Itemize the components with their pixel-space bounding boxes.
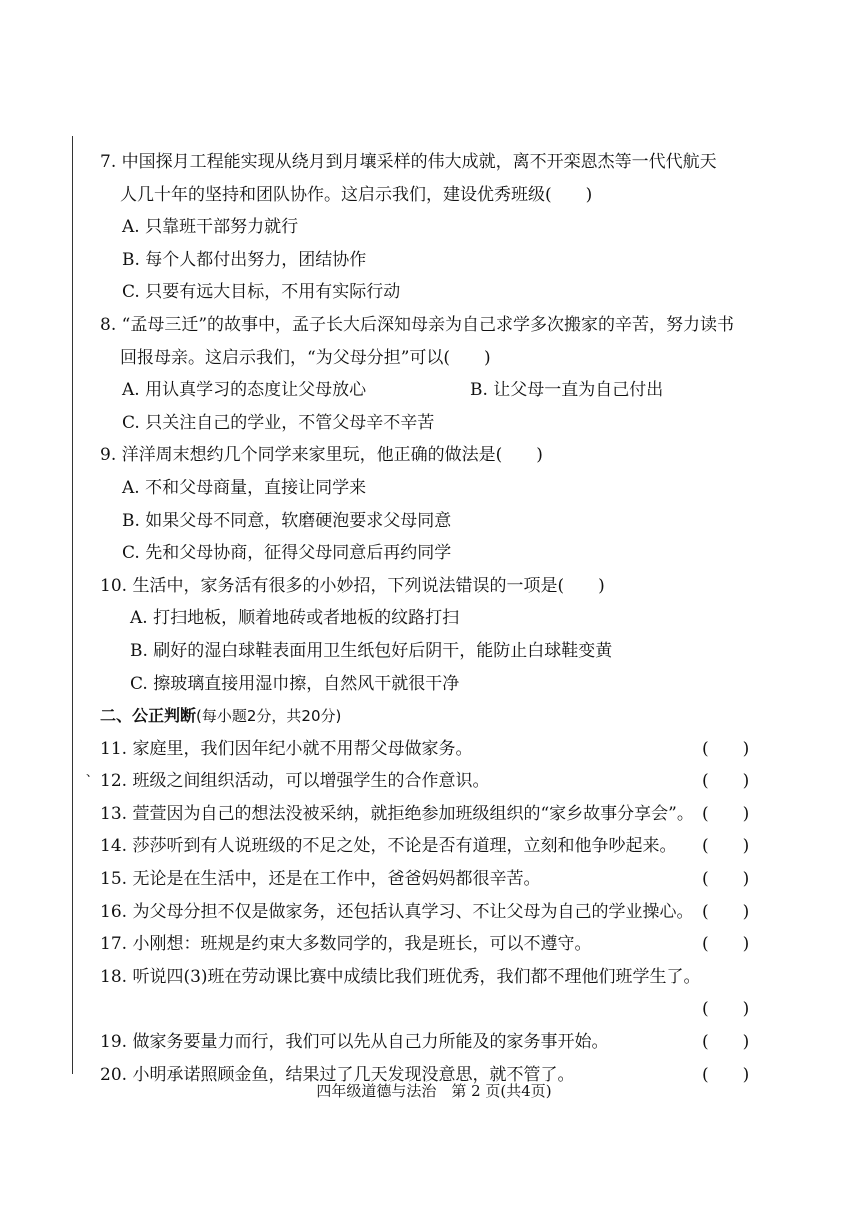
judgment-text: 11. 家庭里，我们因年纪小就不用帮父母做家务。 [100,738,473,759]
answer-blank[interactable]: ( ) [702,738,750,759]
answer-blank[interactable]: ( ) [702,803,750,824]
judgment-text: 17. 小刚想：班规是约束大多数同学的，我是班长，可以不遵守。 [100,934,592,955]
q7-stem-line2: 人几十年的坚持和团队协作。这启示我们，建设优秀班级( ) [120,184,593,205]
q8-option-b: B. 让父母一直为自己付出 [470,380,664,401]
judgment-text: 18. 听说四(3)班在劳动课比赛中成绩比我们班优秀，我们都不理他们班学生了。 [100,966,701,987]
page-footer: 四年级道德与法治 第 2 页(共4页) [316,1082,552,1100]
judgment-text: 13. 萱萱因为自己的想法没被采纳，就拒绝参加班级组织的“家乡故事分享会”。 [100,803,694,824]
answer-blank[interactable]: ( ) [702,771,750,792]
q10-option-c: C. 擦玻璃直接用湿巾擦，自然风干就很干净 [130,673,460,694]
judgment-item [100,733,750,766]
judgment-item [100,765,750,798]
judgment-item [100,1026,750,1059]
answer-blank[interactable]: ( ) [702,1032,750,1053]
q8-stem-line1: 8. “孟母三迁”的故事中，孟子长大后深知母亲为自己求学多次搬家的辛苦，努力读书 [100,314,735,335]
q8-options-row [100,374,750,407]
judgment-item [100,863,750,896]
judgment-text: 14. 莎莎听到有人说班级的不足之处，不论是否有道理，立刻和他争吵起来。 [100,836,677,857]
judgment-item-continued [100,993,750,1026]
section-2-note: (每小题2分，共20分) [196,707,342,726]
q9-option-c: C. 先和父母协商，征得父母同意后再约同学 [122,543,452,564]
judgment-item [100,896,750,929]
q7-option-c: C. 只要有远大目标，不用有实际行动 [122,282,401,303]
q7-stem-line1: 7. 中国探月工程能实现从绕月到月壤采样的伟大成就，离不开栾恩杰等一代代航天 [100,152,717,172]
section-2-heading [100,700,750,733]
answer-blank[interactable]: ( ) [702,869,750,890]
judgment-text: 20. 小明承诺照顾金鱼，结果过了几天发现没意思，就不管了。 [100,1064,575,1085]
q10-option-a: A. 打扫地板，顺着地砖或者地板的纹路打扫 [130,608,460,629]
answer-blank[interactable]: ( ) [702,1064,750,1085]
judgment-item [100,830,750,863]
judgment-text: 15. 无论是在生活中，还是在工作中，爸爸妈妈都很辛苦。 [100,869,541,890]
q9-stem: 9. 洋洋周末想约几个同学来家里玩，他正确的做法是( ) [100,445,543,466]
judgment-text: 19. 做家务要量力而行，我们可以先从自己力所能及的家务事开始。 [100,1032,609,1053]
q10-option-b: B. 刷好的湿白球鞋表面用卫生纸包好后阴干，能防止白球鞋变黄 [130,640,613,661]
stray-mark: 、 [86,765,99,779]
judgment-item [100,928,750,961]
judgment-item [100,798,750,831]
left-margin-line [72,136,73,1074]
q9-option-a: A. 不和父母商量，直接让同学来 [122,477,367,498]
answer-blank[interactable]: ( ) [702,934,750,955]
q8-option-c: C. 只关注自己的学业，不管父母辛不辛苦 [122,412,435,433]
answer-blank[interactable]: ( ) [702,836,750,857]
section-2-title: 二、公正判断 [100,706,197,726]
judgment-text: 12. 班级之间组织活动，可以增强学生的合作意识。 [100,771,490,792]
judgment-item [100,961,750,994]
question-content [100,146,750,1091]
q9-option-b: B. 如果父母不同意，软磨硬泡要求父母同意 [122,510,452,531]
answer-blank[interactable]: ( ) [702,901,750,922]
answer-blank[interactable]: ( ) [702,999,750,1020]
q8-option-a: A. 用认真学习的态度让父母放心 [122,380,367,401]
judgment-text: 16. 为父母分担不仅是做家务，还包括认真学习、不让父母为自己的学业操心。 [100,901,694,922]
q7-option-a: A. 只靠班干部努力就行 [122,217,299,238]
q10-stem: 10. 生活中，家务活有很多的小妙招，下列说法错误的一项是( ) [100,575,605,596]
q8-stem-line2: 回报母亲。这启示我们，“为父母分担”可以( ) [120,347,491,368]
q7-option-b: B. 每个人都付出努力，团结协作 [122,249,367,270]
